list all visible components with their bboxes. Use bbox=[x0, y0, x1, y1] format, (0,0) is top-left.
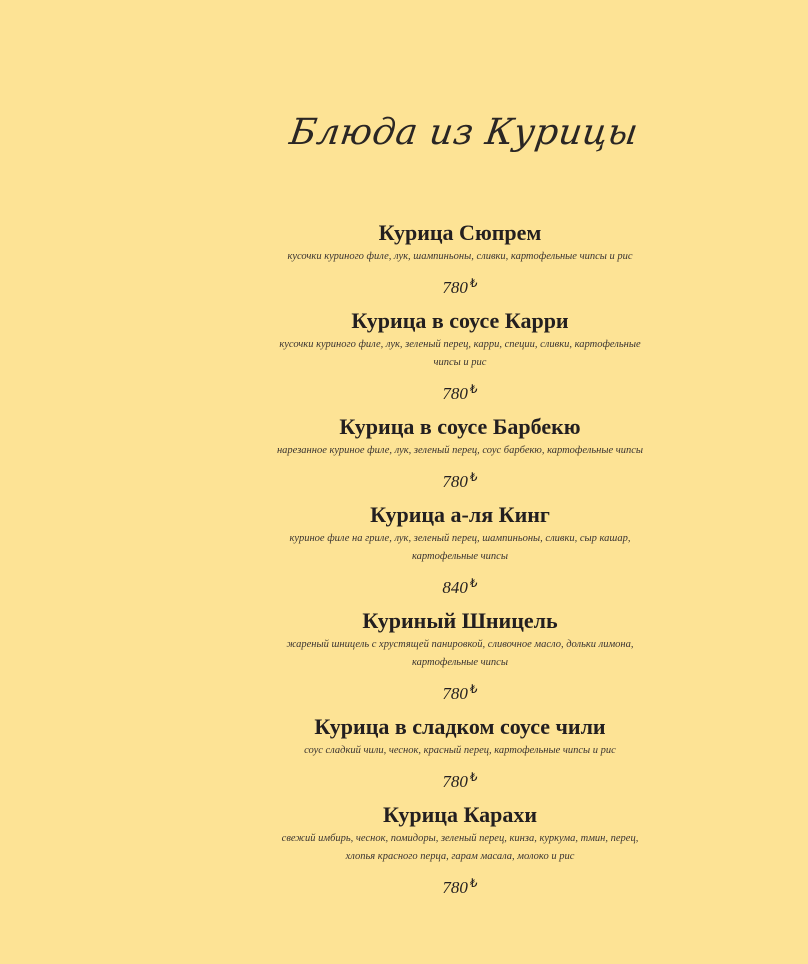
dish-name: Курица в соусе Барбекю bbox=[339, 414, 581, 439]
menu-list bbox=[270, 218, 650, 903]
menu-item bbox=[270, 712, 650, 797]
dish-price bbox=[270, 762, 650, 797]
dish-price bbox=[270, 868, 650, 903]
currency-symbol: ₺ bbox=[469, 770, 478, 784]
price-value: 780 bbox=[442, 684, 468, 703]
dish-name: Курица Сюпрем bbox=[378, 220, 542, 245]
currency-symbol: ₺ bbox=[469, 382, 478, 396]
currency-symbol: ₺ bbox=[469, 470, 478, 484]
price-value: 780 bbox=[442, 472, 468, 491]
dish-name: Куриный Шницель bbox=[362, 608, 558, 633]
price-value: 780 bbox=[442, 772, 468, 791]
dish-price bbox=[270, 374, 650, 409]
menu-item bbox=[270, 606, 650, 709]
dish-name: Курица в соусе Карри bbox=[351, 308, 569, 333]
menu-item bbox=[270, 218, 650, 303]
dish-description: соус сладкий чили, чеснок, красный перец, картофельные чипсы и рис bbox=[304, 745, 616, 756]
currency-symbol: ₺ bbox=[469, 276, 478, 290]
price-value: 780 bbox=[442, 878, 468, 897]
dish-name: Курица Карахи bbox=[382, 802, 538, 827]
price-value: 780 bbox=[442, 384, 468, 403]
dish-description: жареный шницель с хрустящей панировкой, сливочное масло, дольки лимона, картофельные чипсы bbox=[286, 639, 634, 668]
menu-item bbox=[270, 412, 650, 497]
dish-price bbox=[270, 268, 650, 303]
dish-description: кусочки куриного филе, лук, зеленый перец, карри, специи, сливки, картофельные чипсы и рис bbox=[279, 339, 641, 368]
dish-price bbox=[270, 568, 650, 603]
dish-name: Курица а-ля Кинг bbox=[370, 502, 550, 527]
dish-price bbox=[270, 462, 650, 497]
menu-item bbox=[270, 306, 650, 409]
currency-symbol: ₺ bbox=[469, 576, 478, 590]
currency-symbol: ₺ bbox=[469, 876, 478, 890]
dish-description: нарезанное куриное филе, лук, зеленый перец, соус барбекю, картофельные чипсы bbox=[276, 445, 644, 456]
price-value: 840 bbox=[442, 578, 468, 597]
currency-symbol: ₺ bbox=[469, 682, 478, 696]
section-title: Блюда из Курицы bbox=[287, 112, 641, 153]
dish-description: свежий имбирь, чеснок, помидоры, зеленый перец, кинза, куркума, тмин, перец, хлопья красного перца, гарам масала, молоко и рис bbox=[281, 833, 639, 862]
dish-description: куриное филе на гриле, лук, зеленый перец, шампиньоны, сливки, сыр кашар, картофельные чипсы bbox=[289, 533, 631, 562]
dish-name: Курица в сладком соусе чили bbox=[314, 714, 606, 739]
menu-item bbox=[270, 500, 650, 603]
dish-price bbox=[270, 674, 650, 709]
dish-description: кусочки куриного филе, лук, шампиньоны, сливки, картофельные чипсы и рис bbox=[287, 251, 633, 262]
price-value: 780 bbox=[442, 278, 468, 297]
menu-item bbox=[270, 800, 650, 903]
